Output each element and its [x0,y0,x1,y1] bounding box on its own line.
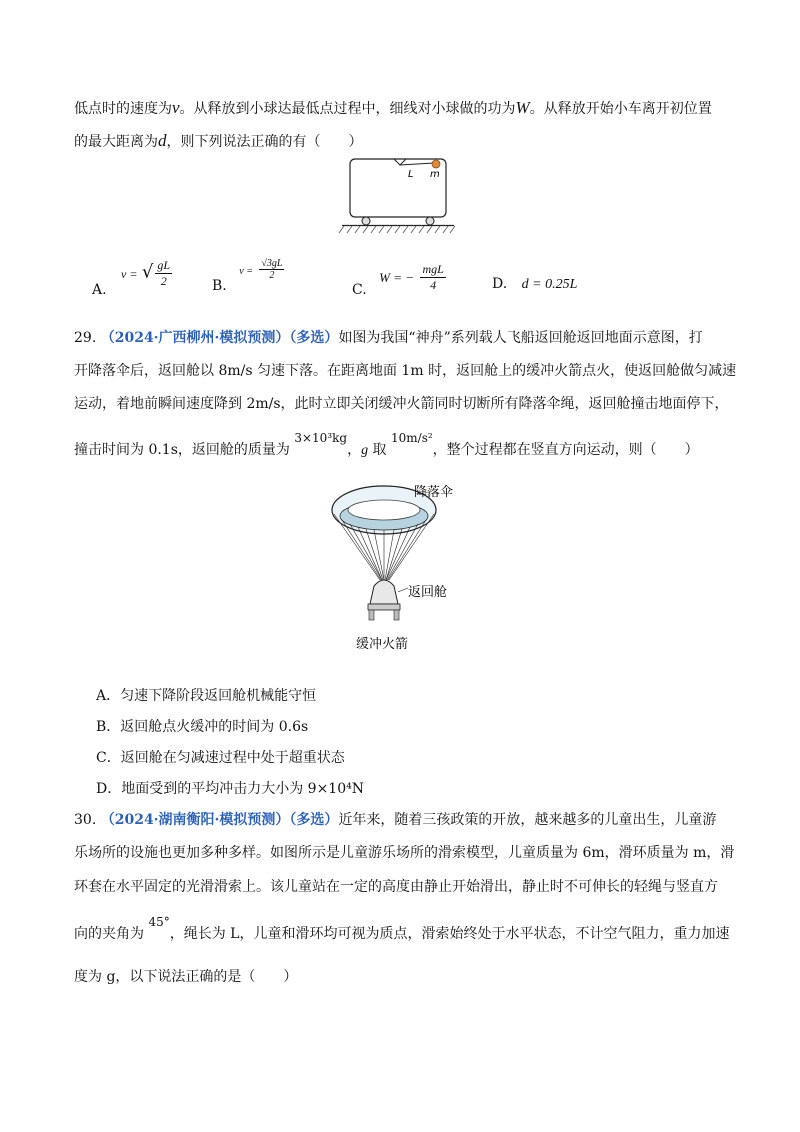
label-rocket: 缓冲火箭 [356,637,409,652]
fraction [259,258,284,281]
parachute-figure [330,480,480,660]
denominator: 2 [269,270,275,281]
q29-line-2: 开降落伞后，返回舱以 8m/s 匀速下落。在距离地面 1m 时，返回舱上的缓冲火箭点火，使返回舱做匀减速 [74,363,737,379]
q28-option-d[interactable] [492,276,577,293]
question-number: 29. [74,330,97,346]
var-g: g [361,443,369,458]
label-capsule: 返回舱 [408,585,448,600]
fraction [155,258,172,289]
var-W: W [515,98,530,117]
numerator: √3gL [261,258,283,269]
q29-option-a[interactable]: A．匀速下降阶段返回舱机械能守恒 [96,688,317,704]
q30-line-1 [74,810,716,830]
denominator: 2 [160,274,167,288]
q29-line-3: 运动，着地前瞬间速度降到 2m/s，此时立即关闭缓冲火箭同时切断所有降落伞绳，返回舱撞击地面停下， [74,396,729,412]
cart-figure [338,155,458,237]
sqrt-symbol: √ [141,261,154,283]
q29-option-c[interactable]: C．返回舱在匀减速过程中处于超重状态 [96,750,345,766]
math-lhs: v = [121,266,138,281]
numerator: gL [157,258,171,272]
label-L: L [408,169,414,180]
q29-option-b[interactable]: B．返回舱点火缓冲的时间为 0.6s [96,719,309,735]
question-number: 30. [74,812,97,828]
q29-option-d[interactable]: D．地面受到的平均冲击力大小为 9×10⁴N [96,781,364,797]
q28-text: ，则下列说法正确的有（ ） [166,134,363,150]
q28-text: 低点时的速度为 [74,101,172,117]
q28-option-b[interactable] [212,258,286,294]
question-source: （2024·湖南衡阳·模拟预测）（多选） [100,812,339,828]
q29-text: ，整个过程都在竖直方向运动，则（ ） [432,442,699,458]
q29-text: 取 [368,442,387,458]
q30-text: 向的夹角为 [74,926,144,942]
q30-text: ，绳长为 L，儿童和滑环均可视为质点，滑索始终处于水平状态，不计空气阻力，重力加速 [169,926,730,942]
q30-line-3: 环套在水平固定的光滑滑索上。该儿童站在一定的高度由静止开始滑出，静止时不可伸长的轻绳与竖直方 [74,879,718,895]
q28-line-2 [74,131,363,152]
option-label: B. [212,277,227,294]
option-label: D. [492,276,508,292]
math-lhs: v = [239,265,253,277]
q30-line-5: 度为 g，以下说法正确的是（ ） [74,969,298,985]
q29-text: 撞击时间为 0.1s，返回舱的质量为 [74,442,290,458]
var-v: v [172,98,180,117]
q28-option-c[interactable] [352,262,448,298]
math-expr: d = 0.25L [521,277,578,292]
var-d: d [158,131,167,150]
q30-line-2: 乐场所的设施也更加多种多样。如图所示是儿童游乐场所的滑索模型，儿童质量为 6m，滑环质量为 m，滑 [74,845,735,861]
angle-value: 45° [148,915,170,929]
q30-text: 近年来，随着三孩政策的开放，越来越多的儿童出生，儿童游 [338,812,717,828]
q28-line-1 [74,98,712,119]
denominator: 4 [430,278,437,292]
q30-line-4 [74,915,730,944]
numerator: mgL [422,262,444,276]
q29-text: ， [347,442,362,458]
q29-line-1 [74,328,703,348]
q29-line-4 [74,431,699,461]
label-parachute: 降落伞 [414,485,454,500]
g-value: 10m/s² [391,431,433,445]
q28-text: 。从释放到小球达最低点过程中，细线对小球做的功为 [179,101,516,117]
option-label: C. [352,281,367,298]
label-m: m [430,169,440,180]
q28-option-a[interactable] [92,258,174,298]
option-label: A. [92,281,107,298]
q29-text: 如图为我国“神舟”系列载人飞船返回舱返回地面示意图，打 [338,330,703,346]
math-lhs: W = − [379,269,414,285]
mass-value: 3×10³kg [294,431,348,445]
q28-text: 的最大距离为 [74,134,158,150]
question-source: （2024·广西柳州·模拟预测）（多选） [100,330,339,346]
fraction [420,262,445,293]
q28-text: 。从释放开始小车离开初位置 [529,101,712,117]
